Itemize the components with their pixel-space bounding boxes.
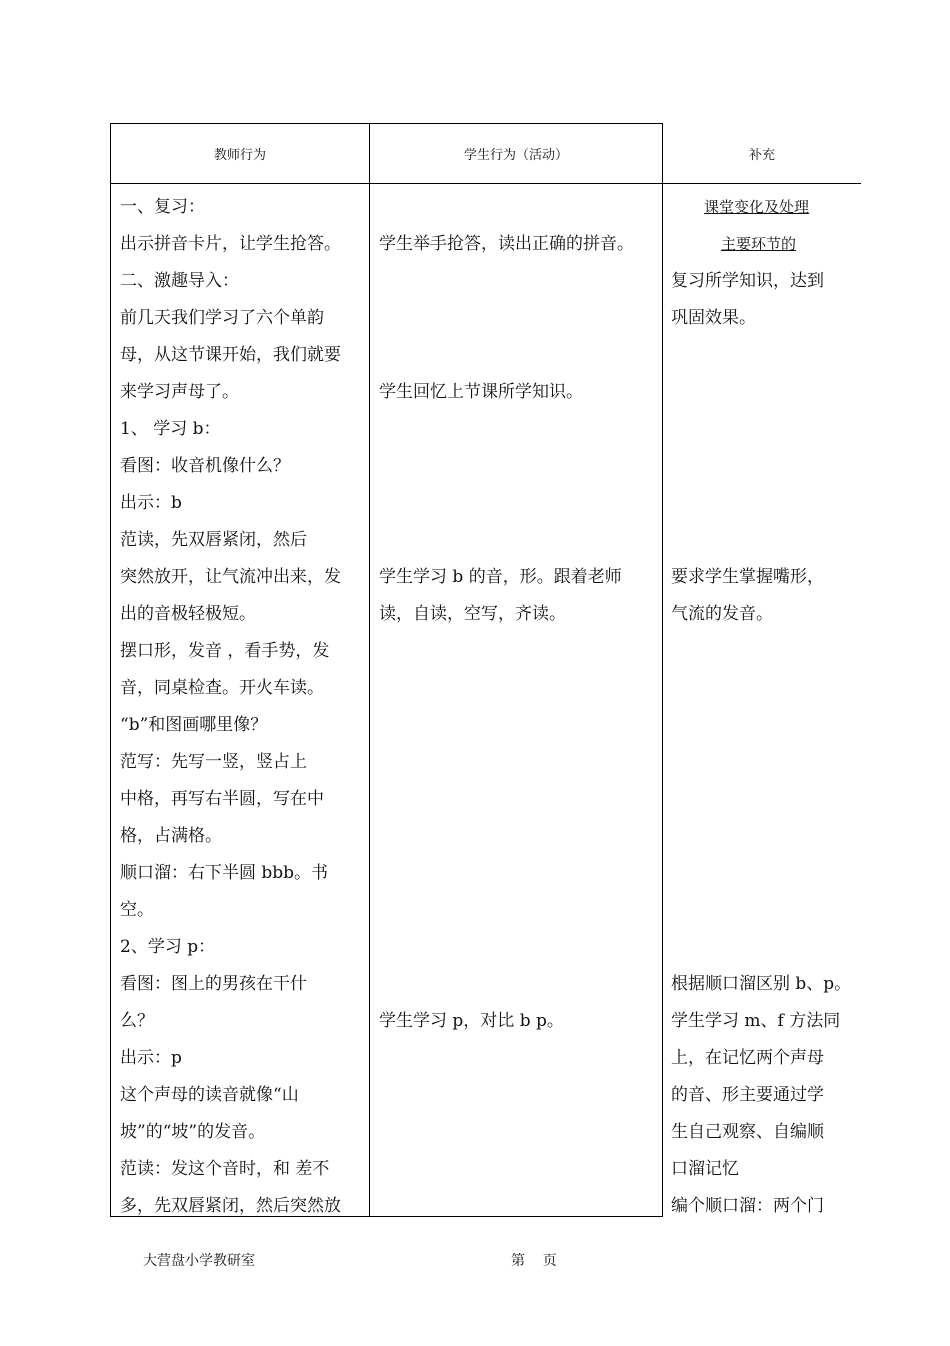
- teacher-line: 出示：p: [120, 1048, 182, 1068]
- column-divider-1: [369, 123, 370, 1217]
- teacher-line: 出示拼音卡片，让学生抢答。: [120, 234, 341, 254]
- teacher-line: 范读：发这个音时，和 差不: [120, 1159, 330, 1179]
- table-left-border: [110, 123, 111, 1217]
- supplement-line: 复习所学知识，达到: [671, 271, 824, 291]
- header-bottom-border: [110, 183, 861, 184]
- teacher-line: 1、 学习 b：: [120, 419, 221, 439]
- supplement-line: 要求学生掌握嘴形，: [671, 567, 824, 587]
- student-line: 学生回忆上节课所学知识。: [379, 382, 583, 402]
- teacher-line: 2、学习 p：: [120, 937, 216, 957]
- teacher-line: 母，从这节课开始，我们就要: [120, 345, 341, 365]
- teacher-line: 格，占满格。: [120, 826, 222, 846]
- teacher-line: 二、激趣导入：: [120, 271, 239, 291]
- supplement-subheading: 主要环节的: [721, 235, 797, 253]
- teacher-line: “b”和图画哪里像？: [120, 715, 268, 735]
- header-supplement: 补充: [748, 148, 775, 163]
- supplement-line: 上，在记忆两个声母: [671, 1048, 824, 1068]
- supplement-line: 巩固效果。: [671, 308, 756, 328]
- supplement-line: 生自己观察、自编顺: [671, 1122, 824, 1142]
- teacher-line: 来学习声母了。: [120, 382, 239, 402]
- supplement-line: 学生学习 m、f 方法同: [671, 1011, 841, 1031]
- supplement-line: 口溜记忆: [671, 1159, 739, 1179]
- supplement-line: 气流的发音。: [671, 604, 773, 624]
- header-student: 学生行为（活动）: [463, 148, 568, 163]
- supplement-heading: 课堂变化及处理: [704, 198, 810, 216]
- teacher-line: 顺口溜：右下半圆 bbb。书: [120, 863, 329, 883]
- supplement-line: 的音、形主要通过学: [671, 1085, 824, 1105]
- footer-office: 大营盘小学教研室: [143, 1253, 255, 1269]
- teacher-line: 一、复习：: [120, 197, 205, 217]
- teacher-line: 多，先双唇紧闭，然后突然放: [120, 1196, 341, 1216]
- student-line: 学生举手抢答，读出正确的拼音。: [379, 234, 634, 254]
- student-line: 学生学习 p，对比 b p。: [379, 1011, 564, 1031]
- student-line: 学生学习 b 的音，形。跟着老师: [379, 567, 622, 587]
- teacher-line: 坡”的“坡”的发音。: [120, 1122, 266, 1142]
- teacher-line: 中格，再写右半圆，写在中: [120, 789, 324, 809]
- teacher-line: 出的音极轻极短。: [120, 604, 256, 624]
- teacher-line: 看图：收音机像什么？: [120, 456, 290, 476]
- column-divider-2: [662, 123, 663, 1217]
- supplement-line: 编个顺口溜：两个门: [671, 1196, 824, 1216]
- teacher-line: 摆口形，发音 ，看手势，发: [120, 641, 330, 661]
- teacher-line: 这个声母的读音就像“山: [120, 1085, 299, 1105]
- teacher-line: 看图：图上的男孩在干什: [120, 974, 307, 994]
- header-teacher: 教师行为: [213, 148, 266, 163]
- teacher-line: 音，同桌检查。开火车读。: [120, 678, 324, 698]
- teacher-line: 前几天我们学习了六个单韵: [120, 308, 324, 328]
- student-line: 读，自读，空写，齐读。: [379, 604, 566, 624]
- teacher-line: 范读，先双唇紧闭，然后: [120, 530, 307, 550]
- teacher-line: 么？: [120, 1011, 154, 1031]
- teacher-line: 空。: [120, 900, 154, 920]
- supplement-line: 根据顺口溜区别 b、p。: [671, 974, 852, 994]
- teacher-line: 范写：先写一竖，竖占上: [120, 752, 307, 772]
- teacher-line: 突然放开，让气流冲出来，发: [120, 567, 341, 587]
- footer-page-label: 第 页: [511, 1253, 557, 1269]
- teacher-line: 出示：b: [120, 493, 182, 513]
